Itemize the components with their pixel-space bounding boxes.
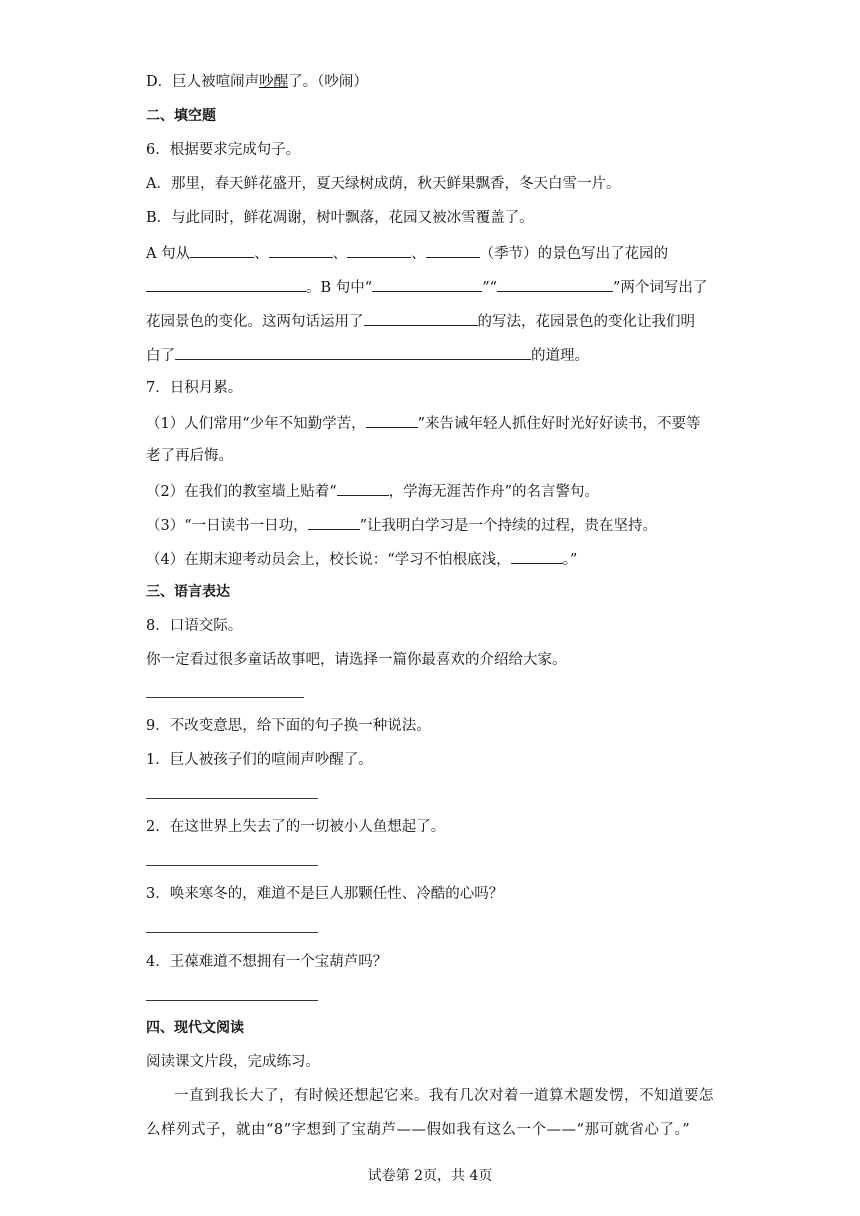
list-item: 2．在这世界上失去了的一切被小人鱼想起了。	[146, 819, 446, 835]
answer-blank[interactable]	[366, 412, 418, 428]
answer-line[interactable]	[146, 697, 304, 698]
q7-item-4: （4）在期末迎考动员会上，校长说：“学习不怕根底浅， 。”	[146, 548, 577, 570]
section-title: 四、现代文阅读	[146, 1020, 244, 1036]
answer-blank[interactable]	[347, 242, 411, 258]
option-a: A．那里，春天鲜花盛开，夏天绿树成荫，秋天鲜果飘香，冬天白雪一片。	[146, 176, 621, 192]
underlined-word: 吵醒	[259, 74, 289, 90]
option-b: B．与此同时，鲜花凋谢，树叶飘落，花园又被冰雪覆盖了。	[146, 210, 534, 226]
answer-line[interactable]	[146, 1000, 318, 1001]
question-stem: 8．口语交际。	[146, 618, 243, 634]
list-item: 4．王葆难道不想拥有一个宝葫芦吗？	[146, 954, 388, 970]
section-title: 三、语言表达	[146, 584, 230, 600]
answer-blank[interactable]	[190, 242, 254, 258]
q7-item-3: （3）“一日读书一日功， ”让我明白学习是一个持续的过程，贵在坚持。	[146, 514, 657, 536]
q7-item-1: （1）人们常用“少年不知勤学苦， ”来告诫年轻人抓住好时光好好读书，不要等	[146, 412, 701, 434]
fill-line-1: A 句从 、 、 、 （季节）的景色写出了花园的	[146, 242, 668, 264]
question-stem: 6．根据要求完成句子。	[146, 142, 301, 158]
reading-passage-line: 么样列式子，就由“8”字想到了宝葫芦——假如我有这么一个——“那可就省心了。”	[146, 1122, 691, 1138]
answer-blank[interactable]	[372, 276, 482, 292]
answer-line[interactable]	[146, 932, 318, 933]
answer-blank[interactable]	[308, 514, 360, 530]
page-footer: 试卷第 2页，共 4页	[367, 1168, 493, 1184]
list-item: 1．巨人被孩子们的喧闹声吵醒了。	[146, 752, 373, 768]
reading-instruction: 阅读课文片段，完成练习。	[146, 1054, 320, 1070]
answer-blank[interactable]	[269, 242, 333, 258]
reading-passage-line: 一直到我长大了，有时候还想起它来。我有几次对着一道算术题发愣，不知道要怎	[174, 1088, 714, 1104]
answer-blank[interactable]	[337, 480, 389, 496]
list-item: 3．唤来寒冬的，难道不是巨人那颗任性、冷酷的心吗？	[146, 886, 504, 902]
answer-blank[interactable]	[175, 344, 531, 360]
section-title: 二、填空题	[146, 108, 216, 124]
fill-line-3: 花园景色的变化。这两句话运用了 的写法，花园景色的变化让我们明	[146, 310, 695, 332]
question-stem: 9．不改变意思，给下面的句子换一种说法。	[146, 718, 431, 734]
answer-blank[interactable]	[426, 242, 480, 258]
answer-blank[interactable]	[511, 548, 563, 564]
answer-blank[interactable]	[364, 310, 478, 326]
fill-line-2: 。B 句中“ ”“ ”两个词写出了	[146, 276, 707, 298]
q7-item-2: （2）在我们的教室墙上贴着“ ，学海无涯苦作舟”的名言警句。	[146, 480, 599, 502]
answer-line[interactable]	[146, 865, 318, 866]
q7-item-1-cont: 老了再后悔。	[146, 448, 233, 464]
answer-blank[interactable]	[146, 276, 306, 292]
option-d: D．巨人被喧闹声吵醒了。（吵闹）	[146, 74, 368, 90]
question-stem: 7．日积月累。	[146, 380, 243, 396]
question-prompt: 你一定看过很多童话故事吧，请选择一篇你最喜欢的介绍给大家。	[146, 652, 567, 668]
fill-line-4: 白了 的道理。	[146, 344, 589, 366]
answer-blank[interactable]	[497, 276, 613, 292]
answer-line[interactable]	[146, 798, 318, 799]
